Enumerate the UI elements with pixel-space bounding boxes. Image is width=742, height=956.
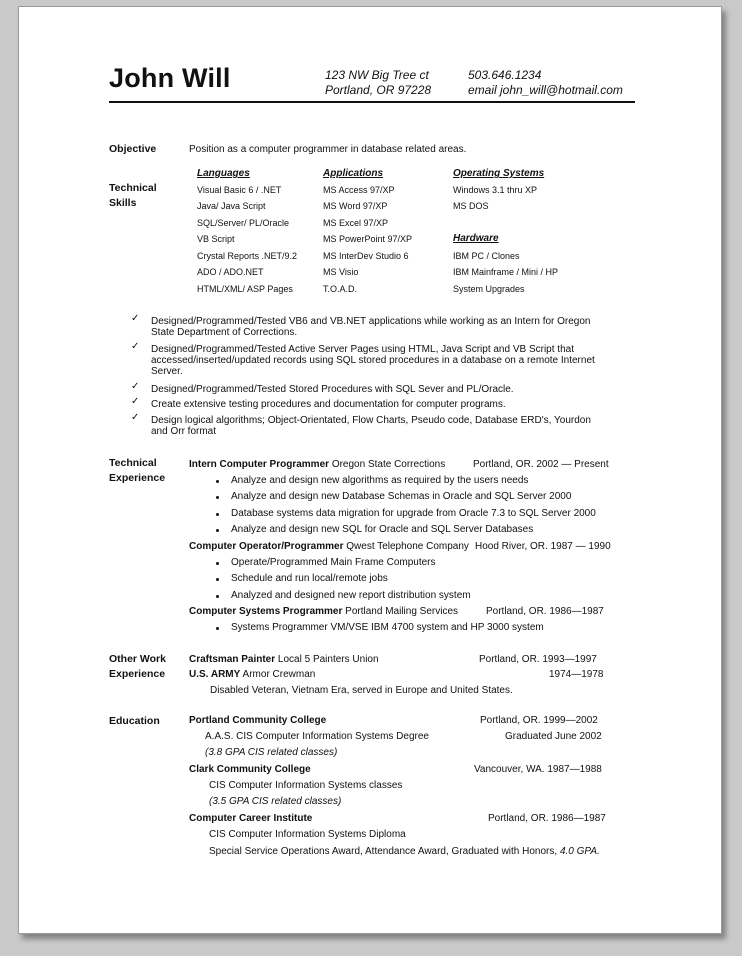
- bullet-icon: [216, 513, 219, 516]
- os-header: Operating Systems: [453, 168, 545, 179]
- job-bullet: Analyze and design new algorithms as required by the users needs: [231, 475, 529, 486]
- job-bullet: Systems Programmer VM/VSE IBM 4700 system and HP 3000 system: [231, 622, 544, 633]
- achievement-line: Server.: [151, 366, 183, 377]
- bullet-icon: [216, 496, 219, 499]
- skills-label-2: Skills: [109, 197, 137, 209]
- hardware-item: IBM PC / Clones: [453, 251, 520, 261]
- school-location: Portland, OR. 1999—2002: [480, 715, 598, 726]
- application-item: MS Visio: [323, 267, 359, 277]
- job-bullet: Analyze and design new Database Schemas in Oracle and SQL Server 2000: [231, 491, 572, 502]
- school-awards: [209, 845, 600, 858]
- achievement-line: Design logical algorithms; Object-Orientated, Flow Charts, Pseudo code, Database ERD's, Yourdon: [151, 415, 591, 426]
- languages-header: Languages: [197, 168, 250, 179]
- email: email john_will@hotmail.com: [468, 83, 623, 97]
- candidate-name: John Will: [109, 63, 231, 93]
- checkmark-icon: ✓: [131, 341, 140, 352]
- header-divider: [109, 101, 635, 103]
- job-company: Oregon State Corrections: [331, 459, 446, 470]
- job-heading: [189, 605, 458, 618]
- job-company: Local 5 Painters Union: [277, 654, 379, 665]
- hardware-item: System Upgrades: [453, 284, 525, 294]
- job-location: Portland, OR. 1986—1987: [486, 606, 604, 617]
- school-location: Vancouver, WA. 1987—1988: [474, 764, 602, 775]
- job-title: Craftsman Painter: [189, 654, 276, 665]
- achievement-line: Create extensive testing procedures and documentation for computer programs.: [151, 399, 506, 410]
- os-item: MS DOS: [453, 201, 489, 211]
- school-detail: CIS Computer Information Systems Diploma: [209, 829, 406, 840]
- other-work-label-1: Other Work: [109, 653, 166, 665]
- checkmark-icon: ✓: [131, 396, 140, 407]
- job-title: U.S. ARMY: [189, 669, 241, 680]
- job-title: Computer Systems Programmer: [189, 606, 343, 617]
- school-detail: A.A.S. CIS Computer Information Systems Degree: [205, 731, 429, 742]
- language-item: Visual Basic 6 / .NET: [197, 185, 282, 195]
- job-bullet: Database systems data migration for upgrade from Oracle 7.3 to SQL Server 2000: [231, 508, 596, 519]
- checkmark-icon: ✓: [131, 412, 140, 423]
- bullet-icon: [216, 578, 219, 581]
- job-bullet: Schedule and run local/remote jobs: [231, 573, 388, 584]
- application-item: T.O.A.D.: [323, 284, 358, 294]
- job-heading: [189, 458, 445, 471]
- awards-text: Special Service Operations Award, Attendance Award, Graduated with Honors,: [209, 846, 558, 857]
- application-item: MS Word 97/XP: [323, 201, 388, 211]
- achievement-line: Designed/Programmed/Tested Active Server Pages using HTML, Java Script and VB Script that: [151, 344, 574, 355]
- achievement-line: Designed/Programmed/Tested Stored Procedures with SQL Sever and PL/Oracle.: [151, 384, 514, 395]
- application-item: MS PowerPoint 97/XP: [323, 234, 413, 244]
- achievement-line: and Orr format: [151, 426, 217, 437]
- school-name: Portland Community College: [189, 715, 327, 726]
- job-company: Qwest Telephone Company: [346, 541, 469, 552]
- checkmark-icon: ✓: [131, 381, 140, 392]
- checkmark-icon: ✓: [131, 313, 140, 324]
- job-company: Armor Crewman: [242, 669, 316, 680]
- school-name: Computer Career Institute: [189, 813, 313, 824]
- job-bullet: Analyzed and designed new report distribution system: [231, 590, 471, 601]
- achievement-line: State Department of Corrections.: [151, 327, 298, 338]
- skills-label-1: Technical: [109, 182, 157, 194]
- bullet-icon: [216, 595, 219, 598]
- job-location: Portland, OR. 2002 — Present: [473, 459, 609, 470]
- bullet-icon: [216, 529, 219, 532]
- applications-header: Applications: [323, 168, 384, 179]
- objective-text: Position as a computer programmer in database related areas.: [189, 144, 467, 155]
- hardware-item: IBM Mainframe / Mini / HP: [453, 267, 559, 277]
- job-heading: [189, 540, 469, 553]
- job-company: Portland Mailing Services: [345, 606, 458, 617]
- job-title: Computer Operator/Programmer: [189, 541, 344, 552]
- application-item: MS InterDev Studio 6: [323, 251, 409, 261]
- language-item: Java/ Java Script: [197, 201, 266, 211]
- language-item: ADO / ADO.NET: [197, 267, 264, 277]
- achievement-line: accessed/inserted/updated records using SQL stored procedures in a database on a remote Internet: [151, 355, 595, 366]
- achievement-line: Designed/Programmed/Tested VB6 and VB.NET applications while working as an Intern for Oregon: [151, 316, 591, 327]
- language-item: HTML/XML/ ASP Pages: [197, 284, 293, 294]
- school-date-note: Graduated June 2002: [505, 731, 602, 742]
- resume-page: [18, 6, 722, 934]
- application-item: MS Access 97/XP: [323, 185, 395, 195]
- job-bullet: Operate/Programmed Main Frame Computers: [231, 557, 436, 568]
- job-bullet: Analyze and design new SQL for Oracle and SQL Server Databases: [231, 524, 534, 535]
- address-line-1: 123 NW Big Tree ct: [325, 68, 429, 82]
- phone: 503.646.1234: [468, 68, 542, 82]
- job-location: Portland, OR. 1993—1997: [479, 654, 597, 665]
- experience-label-2: Experience: [109, 472, 166, 484]
- awards-gpa: 4.0 GPA.: [559, 846, 600, 857]
- bullet-icon: [216, 562, 219, 565]
- job-location: Hood River, OR. 1987 — 1990: [475, 541, 611, 552]
- objective-label: Objective: [109, 143, 157, 155]
- job-heading: [189, 668, 315, 681]
- education-label: Education: [109, 715, 160, 727]
- bullet-icon: [216, 627, 219, 630]
- job-title: Intern Computer Programmer: [189, 459, 330, 470]
- job-location: 1974—1978: [549, 669, 604, 680]
- school-location: Portland, OR. 1986—1987: [488, 813, 606, 824]
- school-gpa: (3.5 GPA CIS related classes): [209, 796, 342, 807]
- language-item: Crystal Reports .NET/9.2: [197, 251, 298, 261]
- os-item: Windows 3.1 thru XP: [453, 185, 538, 195]
- hardware-header: Hardware: [453, 233, 499, 244]
- address-line-2: Portland, OR 97228: [325, 83, 432, 97]
- bullet-icon: [216, 480, 219, 483]
- school-name: Clark Community College: [189, 764, 311, 775]
- application-item: MS Excel 97/XP: [323, 218, 389, 228]
- experience-label-1: Technical: [109, 457, 157, 469]
- job-heading: [189, 653, 379, 666]
- other-work-label-2: Experience: [109, 668, 166, 680]
- job-note: Disabled Veteran, Vietnam Era, served in Europe and United States.: [210, 685, 513, 696]
- language-item: SQL/Server/ PL/Oracle: [197, 218, 290, 228]
- school-detail: CIS Computer Information Systems classes: [209, 780, 403, 791]
- school-gpa: (3.8 GPA CIS related classes): [205, 747, 338, 758]
- language-item: VB Script: [197, 234, 235, 244]
